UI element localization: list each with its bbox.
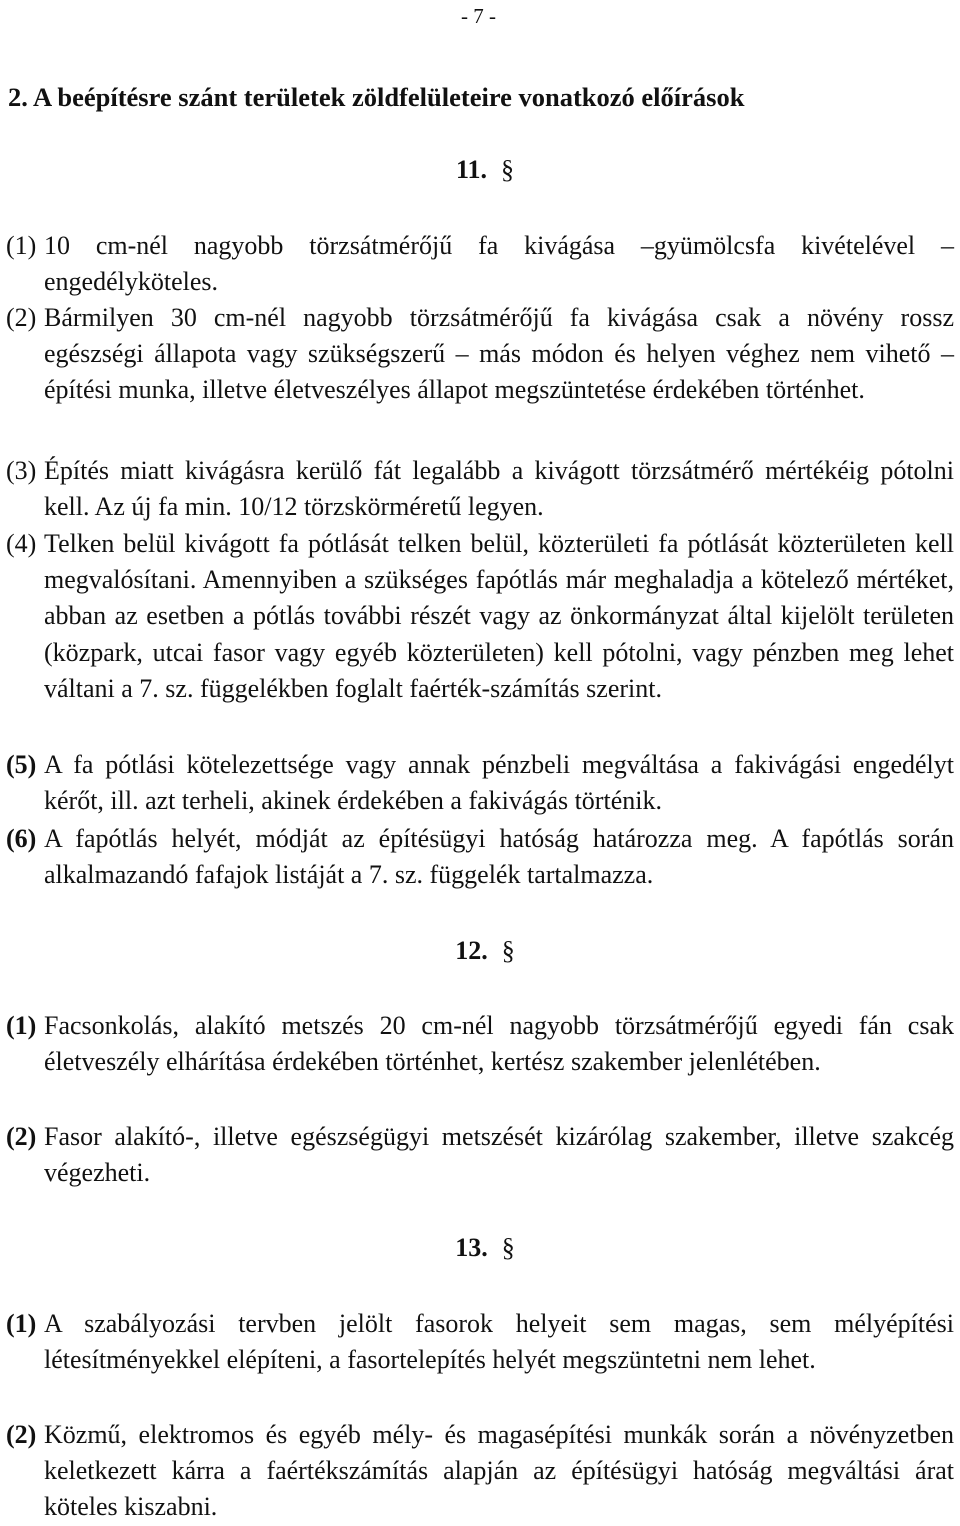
paragraph-number: (1) bbox=[6, 231, 37, 260]
paragraph-text: Közmű, elektromos és egyéb mély- és magasépítési munkák során a növényzetben keletkezett kárra a faértékszámítás alapján az építésügyi hatóság megváltási árat köteles kiszabni. bbox=[44, 1420, 954, 1522]
paragraph-number: (2) bbox=[6, 1122, 37, 1151]
section-heading-11: 11. § bbox=[0, 153, 960, 187]
paragraph-text: Építés miatt kivágásra kerülő fát legalább a kivágott törzsátmérő mértékéig pótolni kell. Az új fa min. 10/12 törzskörméretű legyen. bbox=[44, 456, 954, 522]
paragraph-11-1 bbox=[6, 228, 954, 300]
paragraph-number: (1) bbox=[6, 1011, 37, 1040]
section-sign: § bbox=[501, 1233, 515, 1262]
paragraph-text: 10 cm-nél nagyobb törzsátmérőjű fa kivágása –gyümölcsfa kivételével – engedélyköteles. bbox=[44, 231, 954, 297]
page-number: - 7 - bbox=[461, 4, 496, 28]
section-sign: § bbox=[501, 155, 515, 184]
paragraph-text: A fapótlás helyét, módját az építésügyi hatóság határozza meg. A fapótlás során alkalmazandó fafajok listáját a 7. sz. függelék tartalmazza. bbox=[44, 824, 954, 890]
paragraph-text: Bármilyen 30 cm-nél nagyobb törzsátmérőjű fa kivágása csak a növény rossz egészségi állapota vagy szükségszerű – más módon és helyen véghez nem vihető – építési munka, illetve életveszélyes állapot megszüntetése érdekében történhet. bbox=[44, 303, 954, 405]
paragraph-text: A fa pótlási kötelezettsége vagy annak pénzbeli megváltása a fakivágási engedélyt kérőt, ill. azt terheli, akinek érdekében a fakivágás történik. bbox=[44, 750, 954, 816]
paragraph-11-4 bbox=[6, 526, 954, 707]
paragraph-11-5 bbox=[6, 747, 954, 819]
paragraph-text: Facsonkolás, alakító metszés 20 cm-nél nagyobb törzsátmérőjű egyedi fán csak életveszély elhárítása érdekében történhet, kertész szakember jelenlétében. bbox=[44, 1011, 954, 1077]
paragraph-11-3 bbox=[6, 453, 954, 525]
paragraph-13-1 bbox=[6, 1306, 954, 1378]
paragraph-number: (4) bbox=[6, 529, 37, 558]
paragraph-12-1 bbox=[6, 1008, 954, 1080]
paragraph-number: (1) bbox=[6, 1309, 37, 1338]
chapter-title: 2. A beépítésre szánt területek zöldfelületeire vonatkozó előírások bbox=[8, 82, 745, 112]
paragraph-number: (3) bbox=[6, 456, 37, 485]
paragraph-11-2 bbox=[6, 300, 954, 409]
section-heading-13: 13. § bbox=[0, 1231, 960, 1265]
paragraph-number: (5) bbox=[6, 750, 37, 779]
section-heading-12: 12. § bbox=[0, 934, 960, 968]
paragraph-text: Telken belül kivágott fa pótlását telken belül, közterületi fa pótlását közterületen kell megvalósítani. Amennyiben a szükséges fapótlás már meghaladja a kötelező mértéket, abban az esetben a pótlás további részét vagy az önkormányzat által kijelölt területen (közpark, utcai fasor vagy egyéb közterületen) kell pótolni, vagy pénzben meg lehet váltani a 7. sz. függelékben foglalt faérték-számítás szerint. bbox=[44, 529, 954, 703]
paragraph-text: A szabályozási tervben jelölt fasorok helyeit sem magas, sem mélyépítési létesítményekkel elépíteni, a fasortelepítés helyét megszüntetni nem lehet. bbox=[44, 1309, 954, 1375]
paragraph-11-6 bbox=[6, 821, 954, 893]
paragraph-12-2 bbox=[6, 1119, 954, 1191]
paragraph-number: (6) bbox=[6, 824, 37, 853]
paragraph-text: Fasor alakító-, illetve egészségügyi metszését kizárólag szakember, illetve szakcég végezheti. bbox=[44, 1122, 954, 1188]
paragraph-13-2 bbox=[6, 1417, 954, 1526]
paragraph-number: (2) bbox=[6, 1420, 37, 1449]
section-sign: § bbox=[501, 936, 515, 965]
paragraph-number: (2) bbox=[6, 303, 37, 332]
